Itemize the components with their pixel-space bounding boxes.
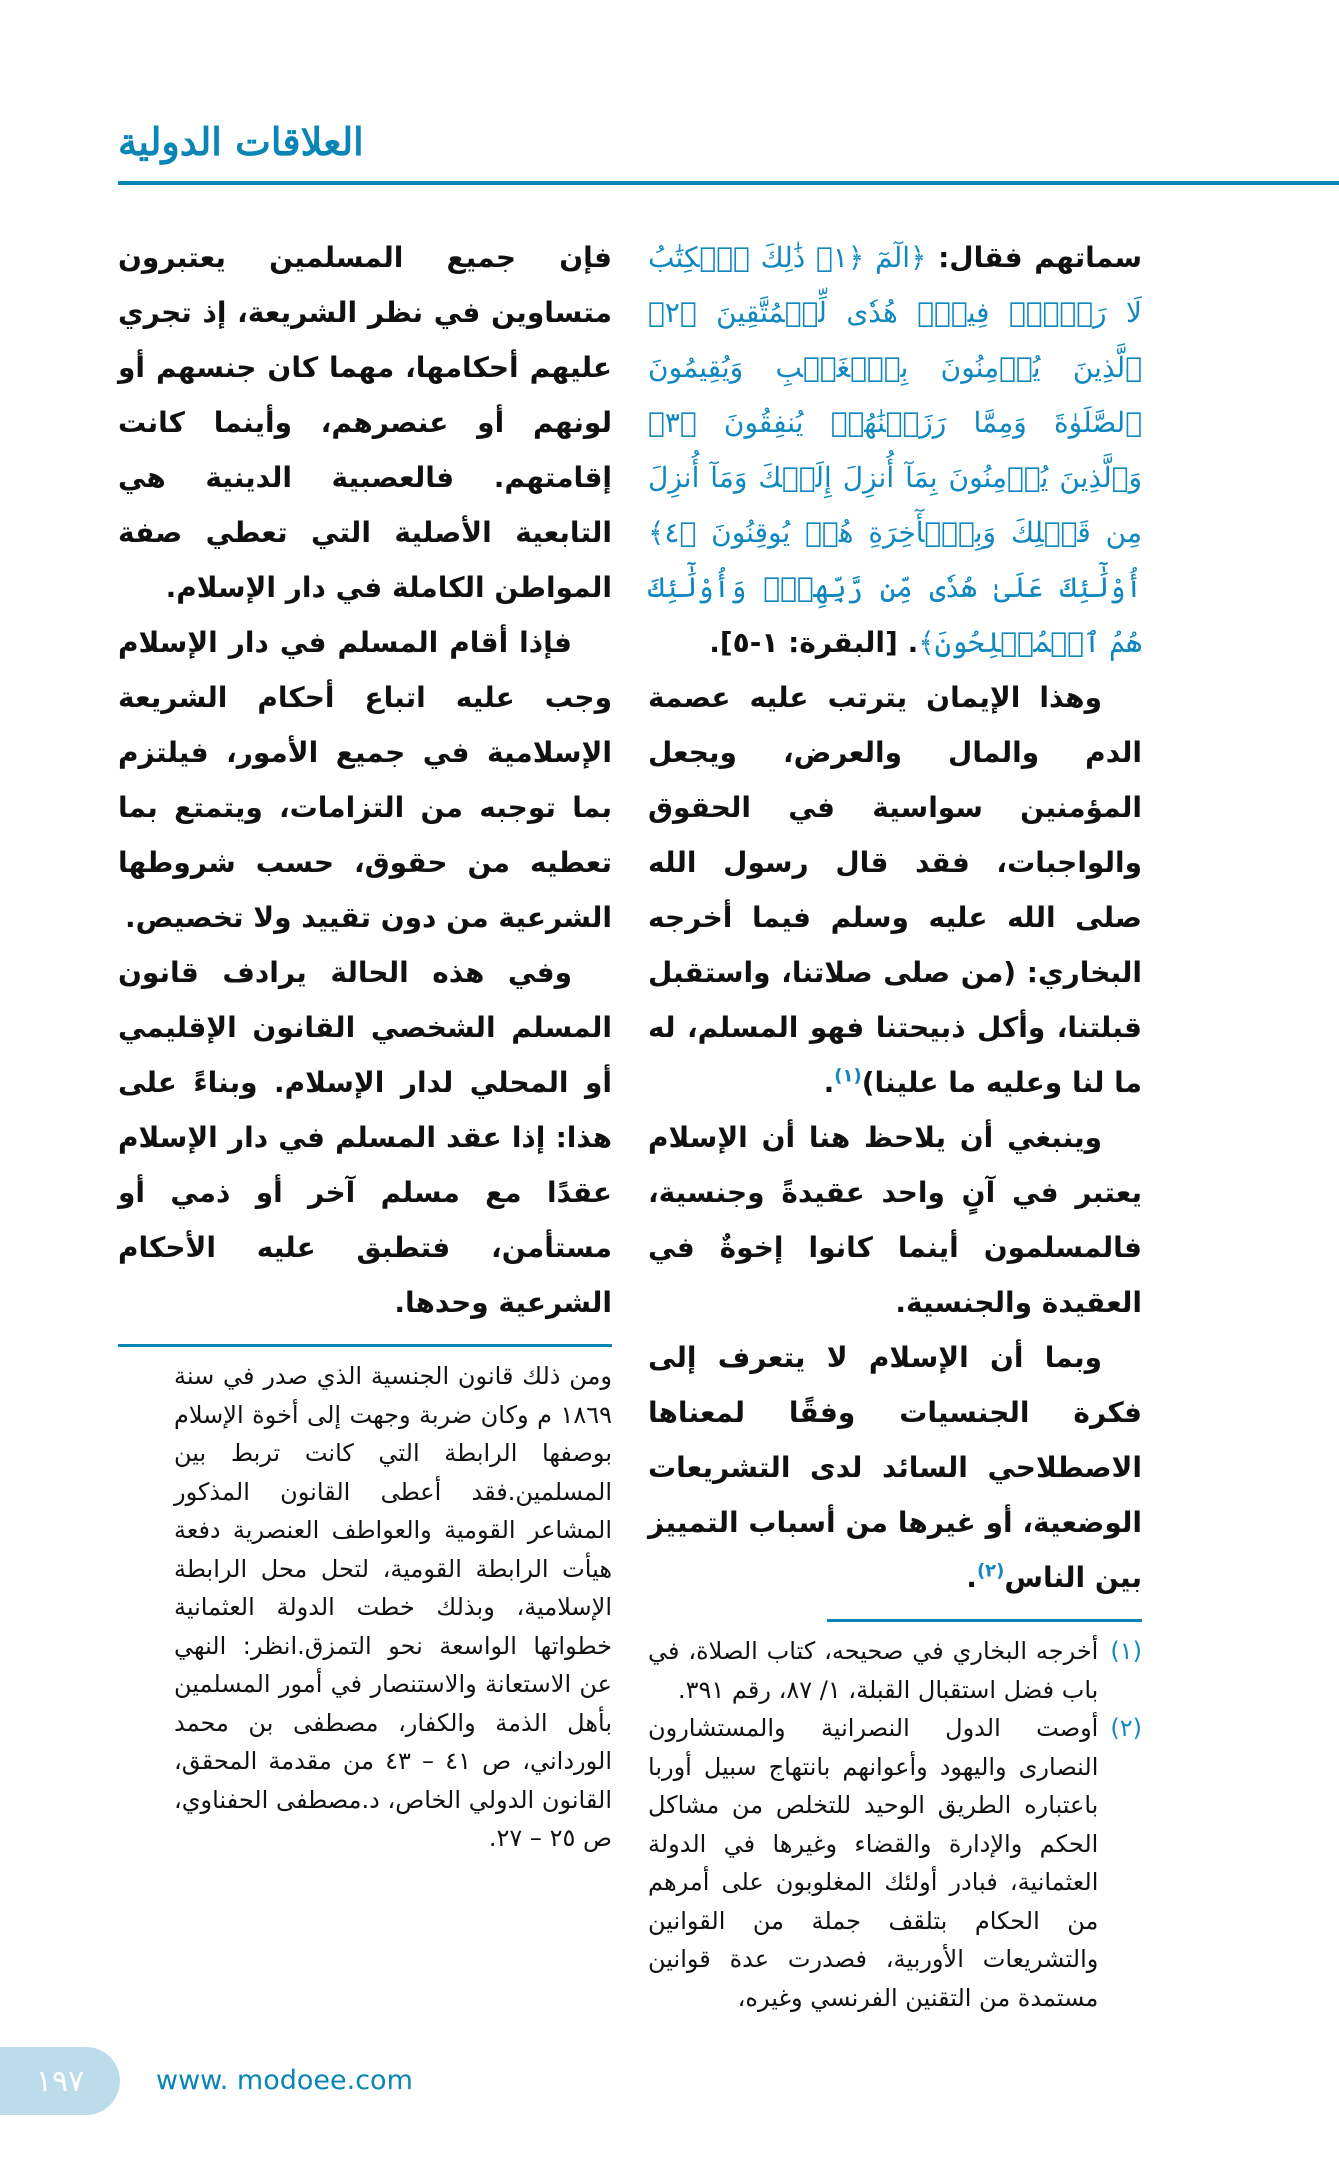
right-column [648, 230, 1142, 1605]
body-paragraph: وينبغي أن يلاحظ هنا أن الإسلام يعتبر في آنٍ واحد عقيدةً وجنسية، فالمسلمون أينما كانوا إخوةٌ في العقيدة والجنسية. [648, 1121, 1142, 1319]
footnote-continuation: ومن ذلك قانون الجنسية الذي صدر في سنة ١٨٦٩ م وكان ضربة وجهت إلى أخوة الإسلام بوصفها الرابطة التي كانت تربط بين المسلمين.فقد أعطى القانون المذكور المشاعر القومية والعواطف العنصرية دفعة هيأت الرابطة القومية، لتحل محل الرابطة الإسلامية، وبذلك خطت الدولة العثمانية خطواتها الواسعة نحو التمزق.انظر: النهي عن الاستعانة والاستنصار في أمور المسلمين بأهل الذمة والكفار، مصطفى بن محمد الورداني، ص ٤١ – ٤٣ من مقدمة المحقق، القانون الدولي الخاص، د.مصطفى الحفناوي، ص ٢٥ – ٢٧. [174, 1362, 612, 1852]
quran-paragraph [648, 230, 1142, 670]
footnotes-list [648, 1632, 1142, 2017]
paragraph-text: وهذا الإيمان يترتب عليه عصمة الدم والمال والعرض، ويجعل المؤمنين سواسية في الحقوق والواجبات، فقد قال رسول الله صلى الله عليه وسلم فيما أخرجه البخاري: (من صلى صلاتنا، واستقبل قبلتنا، وأكل ذبيحتنا فهو المسلم، له ما لنا وعليه ما علينا) [648, 681, 1142, 1099]
body-paragraph: فإن جميع المسلمين يعتبرون متساوين في نظر الشريعة، إذ تجري عليهم أحكامها، مهما كان جنسهم أو لونهم أو عنصرهم، وأينما كانت إقامتهم. فالعصبية الدينية هي التابعية الأصلية التي تعطي صفة المواطن الكاملة في دار الإسلام. [118, 241, 612, 604]
footnote-number: (٢) [1110, 1714, 1142, 1742]
body-paragraph: وفي هذه الحالة يرادف قانون المسلم الشخصي القانون الإقليمي أو المحلي لدار الإسلام. وبناءً على هذا: إذا عقد المسلم في دار الإسلام عقدًا مع مسلم آخر أو ذمي أو مستأمن، فتطبق عليه الأحكام الشرعية وحدها. [118, 956, 612, 1319]
page-number: ١٩٧ [35, 2063, 85, 2099]
page-footer [0, 2047, 1339, 2115]
page-number-badge [0, 2047, 120, 2115]
quran-intro: سماتهم فقال: [926, 241, 1143, 274]
page-columns [118, 230, 1142, 2017]
paragraph-text: وبما أن الإسلام لا يتعرف إلى فكرة الجنسيات وفقًا لمعناها الاصطلاحي السائد لدى التشريعات الوضعية، أو غيرها من أسباب التمييز بين الناس [648, 1341, 1142, 1594]
body-paragraph: فإذا أقام المسلم في دار الإسلام وجب عليه اتباع أحكام الشريعة الإسلامية في جميع الأمور، فيلتزم بما توجبه من التزامات، ويتمتع بما تعطيه من حقوق، حسب شروطها الشرعية من دون تقييد ولا تخصيص. [118, 626, 612, 934]
running-header-title: العلاقات الدولية [118, 119, 364, 164]
header-rule [118, 181, 1339, 185]
body-paragraph [648, 1330, 1142, 1605]
paragraph-end: . [823, 1066, 835, 1099]
footnote-text: أخرجه البخاري في صحيحه، كتاب الصلاة، في باب فضل استقبال القبلة، ١/ ٨٧، رقم ٣٩١. [648, 1637, 1099, 1704]
footnote-item [648, 1632, 1142, 1709]
website-link[interactable]: www. modoee.com [156, 2065, 413, 2096]
quran-verses: ﴿الٓمٓ ﴿١﴾ ذَٰلِكَ ٱلۡكِتَٰبُ لَا رَيۡبَۛ فِيهِۛ هُدٗى لِّلۡمُتَّقِينَ ﴿٢﴾ ٱلَّذِينَ يُؤۡمِنُونَ بِٱلۡغَيۡبِ وَيُقِيمُونَ ٱلصَّلَوٰةَ وَمِمَّا رَزَقۡنَٰهُمۡ يُنفِقُونَ ﴿٣﴾ وَٱلَّذِينَ يُؤۡمِنُونَ بِمَآ أُنزِلَ إِلَيۡكَ وَمَآ أُنزِلَ مِن قَبۡلِكَ وَبِٱلۡأٓخِرَةِ هُمۡ يُوقِنُونَ ﴿٤﴾ أُوْلَٰٓئِكَ عَلَىٰ هُدٗى مِّن رَّبِّهِمۡۖ وَأُوْلَٰٓئِكَ هُمُ ٱلۡمُفۡلِحُونَ﴾ [648, 241, 1142, 659]
footnote-ref[interactable]: (١) [834, 1065, 862, 1087]
footnote-text: أوصت الدول النصرانية والمستشارون النصارى واليهود وأعوانهم بانتهاج سبيل أوربا باعتباره الطريق الوحيد للتخلص من مشاكل الحكم والإدارة والقضاء وغيرها في الدولة العثمانية، فبادر أولئك المغلوبون على أمرهم من الحكام بتلقف جملة من القوانين والتشريعات الأوربية، فصدرت عدة قوانين مستمدة من التقنين الفرنسي وغيره، [648, 1714, 1099, 2012]
footnote-separator-left [118, 1344, 612, 1347]
footnote-item [648, 1709, 1142, 2017]
footnote-separator-right [827, 1619, 1142, 1622]
body-paragraph [648, 670, 1142, 1110]
paragraph-end: . [966, 1561, 977, 1594]
right-column-wrapper [648, 230, 1142, 2017]
left-column [118, 230, 612, 1330]
quran-citation: . [البقرة: ١-٥]. [709, 626, 919, 659]
footnote-number: (١) [1110, 1637, 1142, 1665]
left-column-wrapper [118, 230, 612, 1858]
footnote-ref[interactable]: (٢) [976, 1560, 1005, 1582]
running-header [0, 0, 1339, 190]
